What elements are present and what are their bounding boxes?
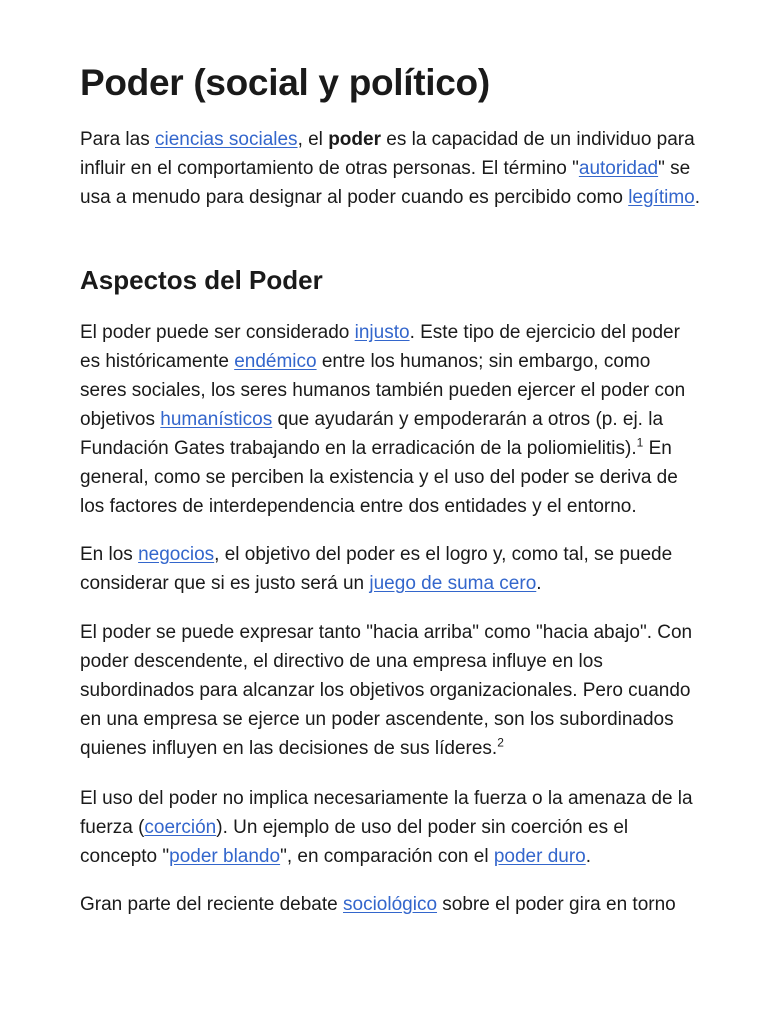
link-sociologico[interactable]: sociológico (343, 894, 438, 915)
bold-poder: poder (328, 129, 381, 150)
link-endemico[interactable]: endémico (234, 351, 317, 372)
reference-1[interactable]: 1 (636, 435, 644, 450)
paragraph-direccion-poder: El poder se puede expresar tanto "hacia arriba" como "hacia abajo". Con poder descendente, el directivo de una empresa influye en los subordinados para alcanzar los objetivos organizacionales. Pero cuando en una empresa se ejerce un poder ascendente, son los subordinados quienes influyen en las decisiones de sus líderes.$^2$ (80, 622, 693, 759)
link-juego-suma-cero[interactable]: juego de suma cero (369, 573, 537, 594)
section-heading-aspectos: Aspectos del Poder (80, 265, 323, 295)
intro-paragraph: Para las ciencias sociales, el poder es la capacidad de un individuo para influir en el comportamiento de otras personas. El término "autoridad" se usa a menudo para designar al poder cuando es percibido como legítimo. (80, 129, 701, 208)
paragraph-debate-sociologico: Gran parte del reciente debate sociológico sobre el poder gira en torno (80, 894, 676, 915)
link-negocios[interactable]: negocios (138, 544, 215, 565)
link-poder-blando[interactable]: poder blando (169, 846, 281, 867)
link-humanisticos[interactable]: humanísticos (160, 409, 273, 430)
paragraph-negocios: En los negocios, el objetivo del poder es el logro y, como tal, se puede considerar que si es justo será un juego de suma cero. (80, 544, 673, 594)
link-injusto[interactable]: injusto (354, 322, 410, 343)
link-poder-duro[interactable]: poder duro (493, 846, 586, 867)
page-title: Poder (social y político) (80, 62, 490, 103)
link-coercion[interactable]: coerción (144, 817, 217, 838)
paragraph-aspectos-1: El poder puede ser considerado injusto. Este tipo de ejercicio del poder es históricamente endémico entre los humanos; sin embargo, como seres sociales, los seres humanos también pueden ejercer el poder con objetivos humanísticos que ayudarán y empoderarán a otros (p. ej. la Fundación Gates trabajando en la erradicación de la poliomielitis).$^1$ En general, como se perciben la existencia y el uso del poder se deriva de los factores de interdependencia entre dos entidades y el entorno. (80, 322, 686, 517)
link-autoridad[interactable]: autoridad (578, 158, 659, 179)
link-legitimo[interactable]: legítimo (628, 187, 695, 208)
paragraph-coercion: El uso del poder no implica necesariamente la fuerza o la amenaza de la fuerza (coerción). Un ejemplo de uso del poder sin coerción es el concepto "poder blando", en comparación con el poder duro. (80, 788, 693, 867)
link-ciencias-sociales[interactable]: ciencias sociales (154, 129, 298, 150)
reference-2[interactable]: 2 (497, 735, 504, 750)
